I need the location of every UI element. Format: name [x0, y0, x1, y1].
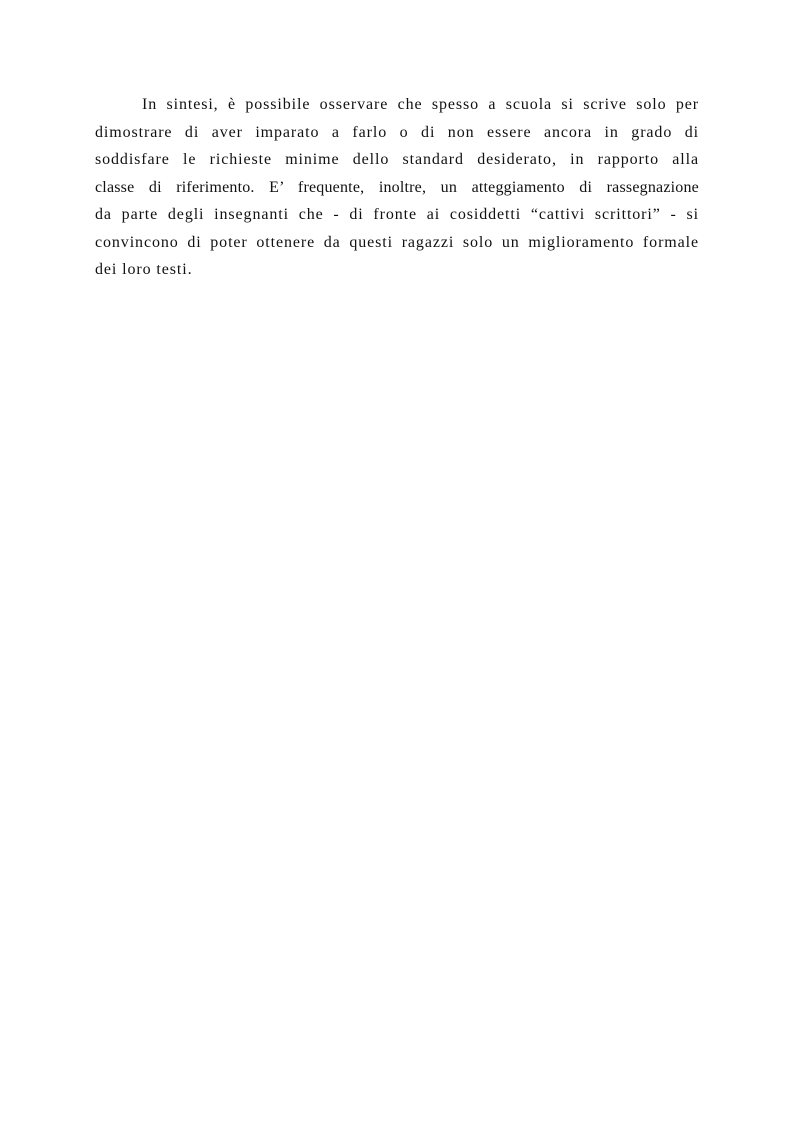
paragraph-line-5: da parte degli insegnanti che - di fronte ai cosiddetti “cattivi scrittori” - si — [95, 206, 699, 223]
body-paragraph — [95, 91, 699, 284]
paragraph-line-1: In sintesi, è possibile osservare che spesso a scuola si scrive solo per — [142, 96, 699, 113]
paragraph-line-4: classe di riferimento. E’ frequente, inoltre, un atteggiamento di rassegnazione — [95, 178, 699, 196]
paragraph-line-6: convincono di poter ottenere da questi ragazzi solo un miglioramento formale — [95, 233, 699, 251]
paragraph-line-7: dei loro testi. — [95, 261, 193, 278]
paragraph-line-3: soddisfare le richieste minime dello standard desiderato, in rapporto alla — [95, 151, 699, 168]
paragraph-line-2: dimostrare di aver imparato a farlo o di non essere ancora in grado di — [95, 123, 699, 141]
